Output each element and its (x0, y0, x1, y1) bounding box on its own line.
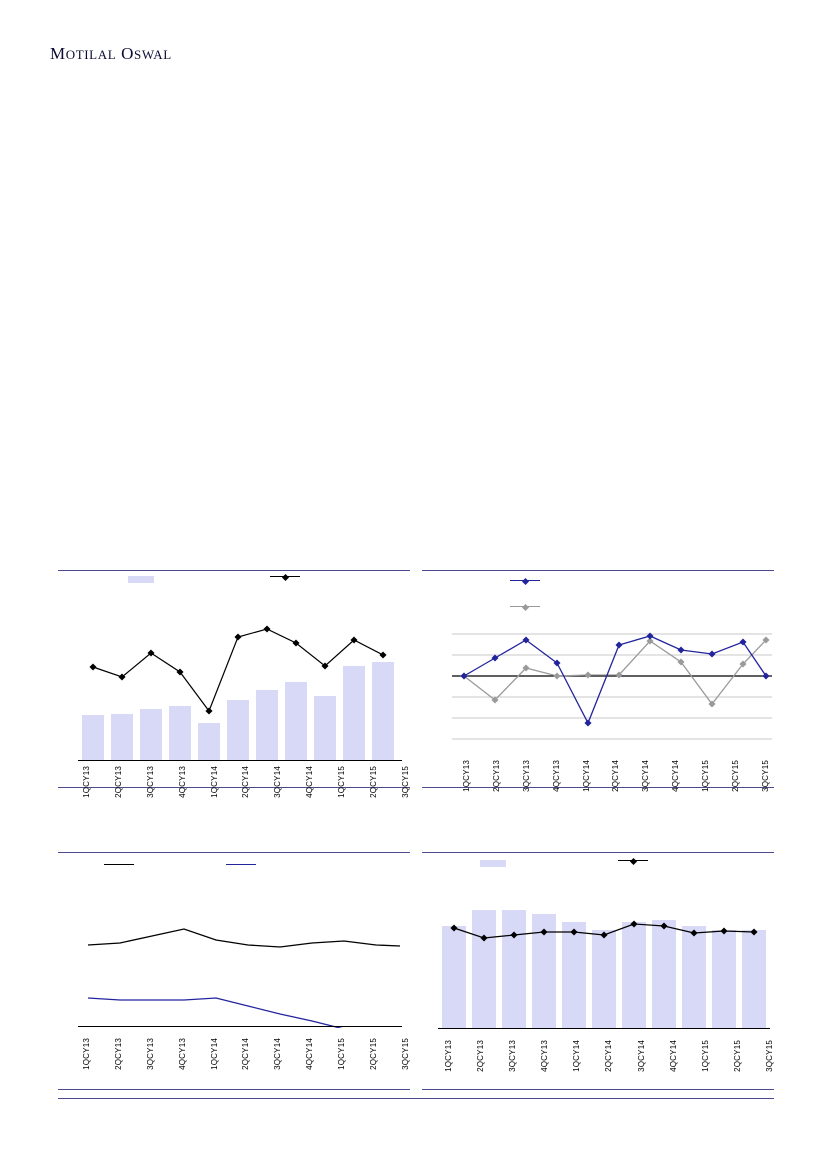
brand-word-oswal: SWAL (134, 47, 172, 62)
x-tick: 3QCY13 (145, 766, 155, 798)
panel-rule-top (58, 852, 410, 853)
x-tick: 3QCY14 (273, 1038, 283, 1070)
legend-bar-swatch (128, 576, 154, 583)
chart-top-left (58, 570, 410, 798)
bar-series (442, 910, 766, 1028)
x-tick: 4QCY14 (305, 766, 315, 798)
panel-rule-top (422, 570, 774, 571)
chart-top-right (422, 570, 774, 792)
x-tick: 3QCY13 (508, 1040, 518, 1072)
x-tick: 2QCY15 (731, 760, 741, 792)
legend-line-swatch (270, 576, 300, 577)
chart-svg-bottom-right (430, 890, 774, 1030)
legend-marker-icon (521, 577, 528, 584)
lower-line-series (88, 998, 400, 1028)
x-tick: 4QCY13 (551, 760, 561, 792)
x-tick: 1QCY13 (444, 1040, 453, 1072)
plot-area-bottom-right (430, 890, 774, 1030)
x-tick: 4QCY14 (668, 1040, 678, 1072)
legend-upper-swatch (104, 864, 134, 865)
x-tick: 2QCY14 (604, 1040, 614, 1072)
x-tick: 4QCY13 (177, 1038, 187, 1070)
legend-grey-series (510, 606, 546, 607)
brand-initial-o: O (121, 44, 134, 63)
x-tick: 1QCY15 (337, 1038, 347, 1070)
legend-line-series (618, 860, 654, 861)
x-tick: 3QCY15 (400, 766, 410, 798)
chart-svg-top-left (70, 612, 410, 762)
upper-line-series (88, 929, 400, 947)
line-series (93, 629, 383, 711)
chart-svg-bottom-left (70, 888, 410, 1028)
plot-area-top-right (452, 618, 772, 754)
x-tick: 1QCY15 (700, 1040, 710, 1072)
legend-bar-series (480, 860, 512, 867)
brand-initial-m: M (50, 44, 66, 63)
legend-line-series (270, 576, 306, 577)
panel-rule-top (58, 570, 410, 571)
x-tick: 2QCY14 (241, 1038, 251, 1070)
x-tick: 4QCY13 (177, 766, 187, 798)
chart-bottom-right (422, 852, 774, 1090)
legend-blue-series (510, 580, 546, 581)
legend-blue-swatch (510, 580, 540, 581)
x-tick: 2QCY13 (476, 1040, 486, 1072)
x-tick: 1QCY14 (572, 1040, 582, 1072)
plot-area-bottom-left (70, 888, 410, 1028)
brand-word-motilal: OTILAL (65, 47, 117, 62)
legend-marker-icon (629, 857, 636, 864)
x-tick: 4QCY14 (671, 760, 681, 792)
legend-lower-series (226, 864, 262, 865)
x-axis-labels-bottom-left (82, 1038, 410, 1070)
footer-rule (58, 1098, 774, 1099)
legend-bar-swatch (480, 860, 506, 867)
legend-marker-icon (521, 603, 528, 610)
x-tick: 2QCY13 (113, 1038, 123, 1070)
legend-lower-swatch (226, 864, 256, 865)
x-tick: 4QCY13 (540, 1040, 550, 1072)
blue-line-markers (460, 632, 769, 726)
legend-bar-series (128, 576, 160, 583)
plot-area-top-left (70, 612, 410, 762)
x-tick: 3QCY13 (145, 1038, 155, 1070)
x-tick: 2QCY14 (611, 760, 621, 792)
x-tick: 3QCY14 (641, 760, 651, 792)
blue-line-series (464, 636, 766, 723)
bar-series (82, 662, 394, 760)
x-tick: 3QCY14 (636, 1040, 646, 1072)
x-tick: 2QCY15 (369, 766, 379, 798)
legend-line-swatch (618, 860, 648, 861)
legend-upper-series (104, 864, 140, 865)
x-tick: 3QCY14 (273, 766, 283, 798)
x-tick: 1QCY13 (462, 760, 471, 792)
panel-rule-bottom (422, 1089, 774, 1090)
x-axis-labels-top-left (82, 766, 410, 798)
x-tick: 1QCY13 (82, 766, 91, 798)
panel-rule-bottom (58, 1089, 410, 1090)
x-tick: 1QCY14 (209, 1038, 219, 1070)
x-tick: 1QCY14 (209, 766, 219, 798)
chart-svg-top-right (452, 618, 772, 754)
legend-marker-icon (281, 573, 288, 580)
panel-rule-top (422, 852, 774, 853)
x-tick: 2QCY15 (732, 1040, 742, 1072)
x-tick: 2QCY13 (491, 760, 501, 792)
x-tick: 3QCY15 (760, 760, 770, 792)
brand-logo (50, 44, 172, 64)
x-axis-labels-bottom-right (444, 1040, 774, 1072)
x-tick: 1QCY13 (82, 1038, 91, 1070)
x-tick: 1QCY15 (701, 760, 711, 792)
legend-grey-swatch (510, 606, 540, 607)
x-tick: 1QCY15 (337, 766, 347, 798)
chart-bottom-left (58, 852, 410, 1090)
x-tick: 3QCY15 (400, 1038, 410, 1070)
x-tick: 3QCY13 (521, 760, 531, 792)
x-tick: 3QCY15 (764, 1040, 774, 1072)
x-tick: 4QCY14 (305, 1038, 315, 1070)
x-tick: 1QCY14 (581, 760, 591, 792)
x-tick: 2QCY14 (241, 766, 251, 798)
x-tick: 2QCY15 (369, 1038, 379, 1070)
x-axis-labels-top-right (462, 760, 770, 792)
x-tick: 2QCY13 (113, 766, 123, 798)
